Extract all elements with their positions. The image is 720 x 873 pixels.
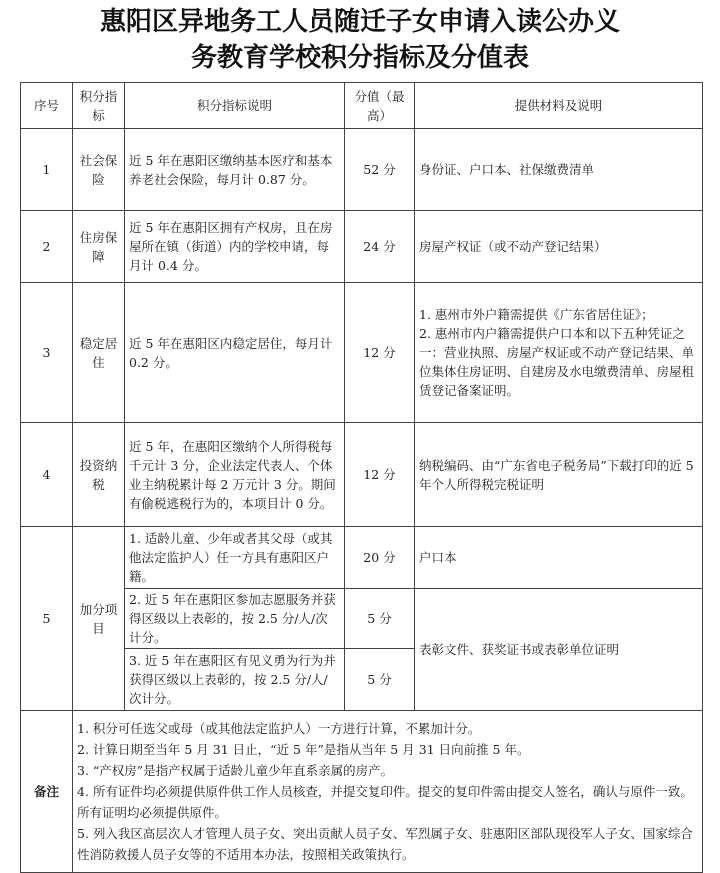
table-row — [21, 283, 703, 423]
materials-item: 2. 惠州市内户籍需提供户口本和以下五种凭证之一：营业执照、房屋产权证或不动产登记结果、单位集体住房证明、自建房及水电缴费清单、房屋租赁登记备案证明。 — [419, 326, 695, 398]
table-row — [21, 129, 703, 211]
note-item: 4. 所有证件均必须提供原件供工作人员核查，并提交复印件。提交的复印件需由提交人签名，确认与原件一致。所有证明均必须提供原件。 — [77, 784, 693, 820]
row-desc: 3. 近 5 年在惠阳区有见义勇为行为并获得区级以上表彰的，按 2.5 分/人/次计分。 — [125, 649, 345, 711]
row-seq: 4 — [21, 423, 73, 527]
header-score: 分值（最高） — [345, 83, 415, 129]
notes-row — [21, 711, 703, 873]
row-indicator: 加分项目 — [73, 527, 125, 711]
row-materials: 纳税编码、由“广东省电子税务局”下载打印的近 5 年个人所得税完税证明 — [415, 423, 703, 527]
row-seq: 1 — [21, 129, 73, 211]
table-row — [21, 423, 703, 527]
row-score: 12 分 — [345, 283, 415, 423]
header-materials: 提供材料及说明 — [415, 83, 703, 129]
row-score: 20 分 — [345, 527, 415, 589]
note-item: 3. “产权房”是指产权属于适龄儿童少年直系亲属的房产。 — [77, 763, 394, 778]
row-materials: 房屋产权证（或不动产登记结果） — [415, 211, 703, 283]
notes-content — [73, 711, 703, 873]
row-materials: 表彰文件、获奖证书或表彰单位证明 — [415, 589, 703, 711]
row-indicator: 住房保障 — [73, 211, 125, 283]
row-materials: 身份证、户口本、社保缴费清单 — [415, 129, 703, 211]
table-row — [21, 211, 703, 283]
row-indicator: 稳定居住 — [73, 283, 125, 423]
row-desc: 1. 适龄儿童、少年或者其父母（或其他法定监护人）任一方具有惠阳区户籍。 — [125, 527, 345, 589]
row-indicator: 社会保险 — [73, 129, 125, 211]
header-indicator: 积分指标 — [73, 83, 125, 129]
table-row — [21, 527, 703, 589]
row-desc: 近 5 年在惠阳区缴纳基本医疗和基本养老社会保险，每月计 0.87 分。 — [125, 129, 345, 211]
header-desc: 积分指标说明 — [125, 83, 345, 129]
row-desc: 近 5 年，在惠阳区缴纳个人所得税每千元计 3 分，企业法定代表人、个体业主纳税累计每 2 万元计 3 分。期间有偷税逃税行为的，本项目计 0 分。 — [125, 423, 345, 527]
title-line-1: 惠阳区异地务工人员随迁子女申请入读公办义 — [99, 7, 620, 37]
row-seq: 3 — [21, 283, 73, 423]
row-desc: 2. 近 5 年在惠阳区参加志愿服务并获得区级以上表彰的，按 2.5 分/人/次计分。 — [125, 589, 345, 649]
row-score: 5 分 — [345, 649, 415, 711]
materials-item: 1. 惠州市外户籍需提供《广东省居住证》； — [419, 307, 654, 322]
header-seq: 序号 — [21, 83, 73, 129]
points-table — [20, 82, 703, 873]
table-header-row — [21, 83, 703, 129]
row-score: 12 分 — [345, 423, 415, 527]
note-item: 1. 积分可任选父或母（或其他法定监护人）一方进行计算，不累加计分。 — [77, 721, 481, 736]
row-desc: 近 5 年在惠阳区拥有产权房，且在房屋所在镇（街道）内的学校申请，每月计 0.4 分。 — [125, 211, 345, 283]
title-line-2: 务教育学校积分指标及分值表 — [190, 43, 529, 73]
row-score: 5 分 — [345, 589, 415, 649]
row-materials — [415, 283, 703, 423]
row-materials: 户口本 — [415, 527, 703, 589]
note-item: 5. 列入我区高层次人才管理人员子女、突出贡献人员子女、军烈属子女、驻惠阳区部队现役军人子女、国家综合性消防救援人员子女等的不适用本办法，按照相关政策执行。 — [77, 826, 693, 862]
row-seq: 5 — [21, 527, 73, 711]
row-score: 52 分 — [345, 129, 415, 211]
row-indicator: 投资纳税 — [73, 423, 125, 527]
notes-label: 备注 — [21, 711, 73, 873]
row-score: 24 分 — [345, 211, 415, 283]
row-seq: 2 — [21, 211, 73, 283]
row-desc: 近 5 年在惠阳区内稳定居住，每月计 0.2 分。 — [125, 283, 345, 423]
document-title — [0, 0, 720, 76]
note-item: 2. 计算日期至当年 5 月 31 日止，“近 5 年”是指从当年 5 月 31 日向前推 5 年。 — [77, 742, 530, 757]
